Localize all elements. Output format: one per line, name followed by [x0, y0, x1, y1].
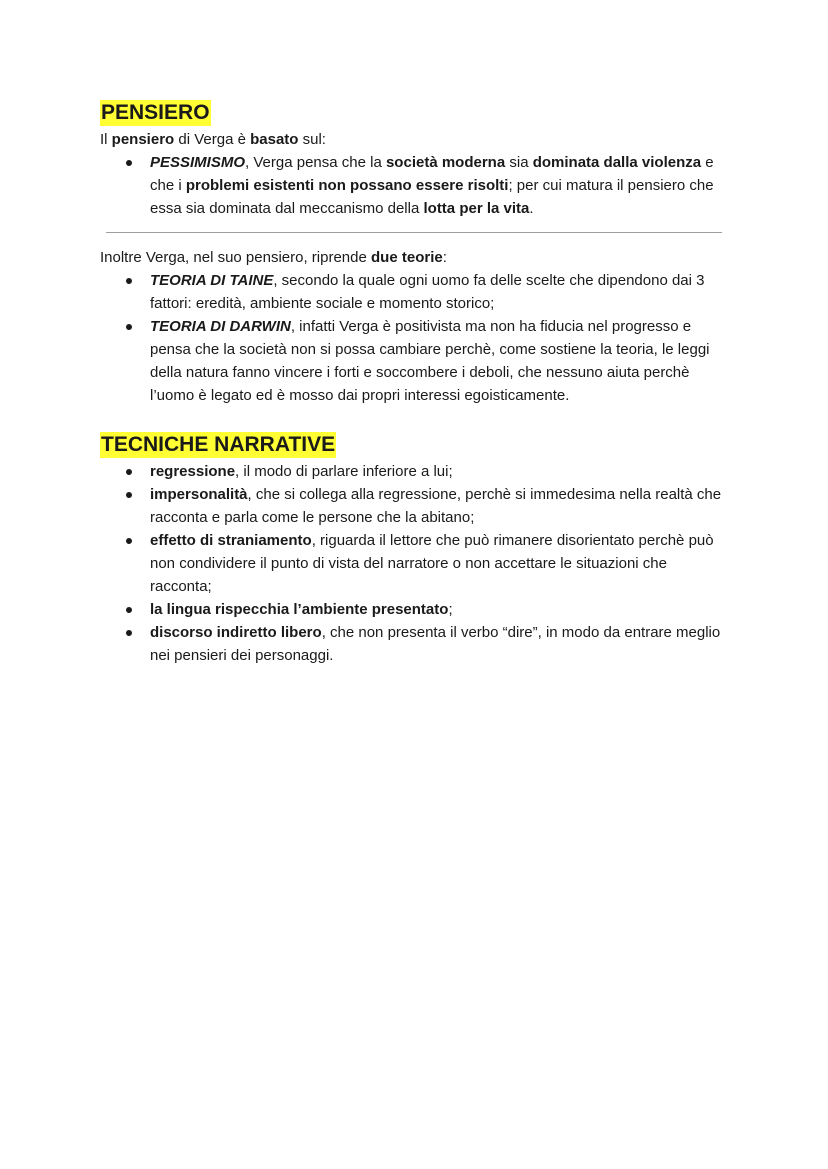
bold-run: dominata dalla violenza — [532, 154, 702, 171]
bold-run: pensiero — [111, 131, 175, 148]
teorie-intro — [100, 246, 728, 269]
horizontal-divider — [106, 232, 722, 233]
bold-run: discorso indiretto libero — [150, 624, 322, 641]
list-item-lingua — [150, 598, 728, 621]
list-item-impersonalita — [150, 483, 728, 529]
text-run: , che si collega alla regressione, perchè si immedesima nella realtà che racconta e parla come le persone che la abitano; — [150, 486, 722, 526]
bold-run: due teorie — [371, 249, 443, 266]
text-run: sul: — [298, 131, 326, 148]
bold-run: impersonalità — [150, 486, 248, 503]
section-spacer — [100, 407, 728, 432]
bullet-icon — [126, 278, 132, 284]
text-run: , riguarda il lettore che può rimanere disorientato perchè può non condividere il punto di vista del narratore o non accettare le situazioni che racconta; — [150, 532, 714, 595]
bold-run: problemi esistenti non possano essere risolti — [185, 177, 509, 194]
bold-run: società moderna — [385, 154, 506, 171]
bold-italic-run: TEORIA DI TAINE — [150, 272, 274, 289]
text-run: Il — [100, 131, 112, 148]
list-item-regressione — [150, 460, 728, 483]
bullet-icon — [126, 630, 132, 636]
bold-run: la lingua rispecchia l’ambiente presentato — [150, 601, 449, 618]
heading-tecniche-narrative: TECNICHE NARRATIVE — [101, 433, 336, 456]
text-run: , che non presenta il verbo “dire”, in modo da entrare meglio nei pensieri dei personaggi. — [150, 624, 721, 664]
text-run: sia — [505, 154, 533, 171]
text-run: di Verga è — [174, 131, 251, 148]
bullet-icon — [126, 538, 132, 544]
section-pensiero — [100, 100, 728, 128]
bullet-icon — [126, 492, 132, 498]
text-run: , secondo la quale ogni uomo fa delle scelte che dipendono dai 3 fattori: eredità, ambiente sociale e momento storico; — [150, 272, 705, 312]
pensiero-list — [100, 151, 728, 220]
bold-italic-run: TEORIA DI DARWIN — [150, 318, 291, 335]
bold-italic-run: PESSIMISMO — [150, 154, 246, 171]
bold-run: basato — [250, 131, 299, 148]
section-tecniche — [100, 432, 728, 460]
document-content — [100, 100, 728, 667]
text-run: ; — [448, 601, 453, 618]
list-item-discorso-indiretto — [150, 621, 728, 667]
bullet-icon — [126, 160, 132, 166]
text-run: . — [529, 200, 534, 217]
text-run: , il modo di parlare inferiore a lui; — [235, 463, 453, 480]
bullet-icon — [126, 324, 132, 330]
text-run: Inoltre Verga, nel suo pensiero, riprende — [100, 249, 372, 266]
text-run: , infatti Verga è positivista ma non ha fiducia nel progresso e pensa che la società non si possa cambiare perchè, come sostiene la teoria, le leggi della natura fanno vincere i forti e soccombere i deboli, che nessuno aiuta perchè l’uomo è legato ed è mosso dai propri interessi egoisticamente. — [150, 318, 710, 404]
list-item-pessimismo — [150, 151, 728, 220]
bold-run: regressione — [150, 463, 236, 480]
bold-run: lotta per la vita — [423, 200, 530, 217]
tecniche-list — [100, 460, 728, 667]
teorie-list — [100, 269, 728, 407]
pensiero-intro — [100, 128, 728, 151]
text-run: e che i — [150, 154, 714, 194]
bullet-icon — [126, 607, 132, 613]
text-run: , Verga pensa che la — [245, 154, 386, 171]
list-item-taine — [150, 269, 728, 315]
bold-run: effetto di straniamento — [150, 532, 312, 549]
list-item-darwin — [150, 315, 728, 407]
list-item-straniamento — [150, 529, 728, 598]
bullet-icon — [126, 469, 132, 475]
text-run: : — [442, 249, 447, 266]
heading-pensiero: PENSIERO — [101, 101, 210, 124]
text-run: ; per cui matura il pensiero che essa sia dominata dal meccanismo della — [150, 177, 714, 217]
